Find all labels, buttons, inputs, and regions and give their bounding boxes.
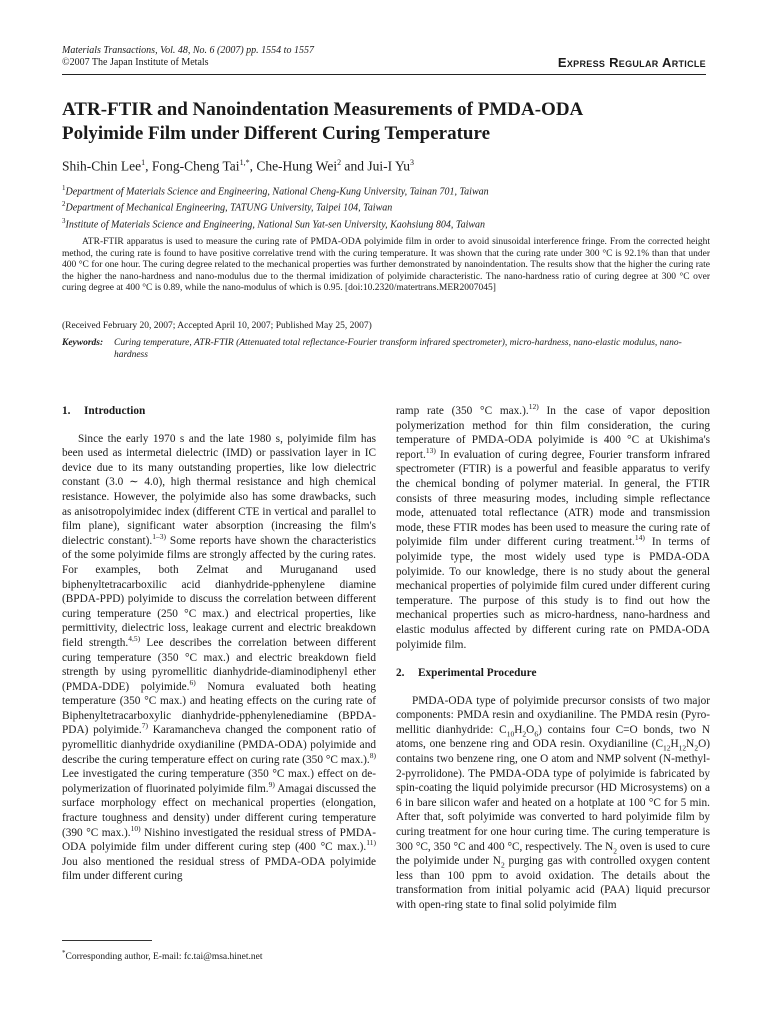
abstract: ATR-FTIR apparatus is used to measure the curing rate of PMDA-ODA polyimide film in order to avoid sinusoidal interference fringe. From the corrected height method, the curing rate is found to have positive correlative trend with the curing temperature. It was shown that the curing rate under 300 °C is 92.1% than that under 400 °C for one hour. The curing degree related to the mechanical properties was further demonstrated by nanoindentation. The results show that the higher the curing rate the higher the nano-hardness and nano-modulus due to the thermal imidization of polyimide characteristic. The nano-hardness ratio of curing degree at 300 °C over curing degree at 400 °C is 0.89, while the nano-modulus of which is 0.95. [doi:10.2320/matertrans.MER2007045] [62,237,710,294]
subscript: 10 [506,729,515,739]
author-list [62,155,414,175]
citation-ref: 9) [268,780,275,790]
text-run: Lee describes the correlation between different curing temperature (350 °C max.) and electric breakdown field strength by using pyromellitic dianhydride-diaminodiphenyl ether (PMDA-DDE) polyimide. [62,636,376,693]
author-affiliation-mark: 1,* [239,158,250,167]
affiliation-number: 1 [62,184,66,192]
subscript: 2 [613,845,618,855]
introduction-paragraph [62,432,376,884]
article-type-label: Express Regular Article [557,55,706,70]
right-column [396,404,710,913]
keywords-label: Keywords: [62,338,104,348]
citation-ref: 14) [634,533,645,543]
footnote-mark: * [62,949,66,957]
affiliation-text: Department of Mechanical Engineering, TATUNG University, Taipei 104, Taiwan [65,202,393,214]
section-heading-experimental [396,666,710,681]
text-run: In terms of polyimide type, the most widely used type is PMDA-ODA polyimide. To our knowledge, there is no study about the general mechanical properties of polyimide film cured under different curing temperature. The purpose of this study is to find out how the mechanical properties such as micro-hardness, nano-hardness and elastic modulus affected by different curing rate on PMDA-ODA polyimide film. [396,536,710,651]
author-affiliation-mark: 3 [409,158,414,167]
affiliation-number: 2 [62,200,66,209]
text-run: purging gas with controlled oxygen content less than 100 ppm to avoid oxidation. The details about the transformation from initial polyamic acid (PAA) liquid precursor with open-ring state to final solid polyimide film [396,855,710,911]
text-run: Some reports have shown the characteristics of the some polyimide films are strongly affected by the curing rates. For examples, both Zelmat and Muruganand used biphenyltetracarboxilic acid dianhydride-pphenylene diamine (BPDA-PPD) polyimide to discuss the correlation between different curing temperature (250 °C max.) and electrical properties, like permittivity, dielectric loss, leakage current and electric breakdown field strength. [62,534,376,649]
section-number: 1. [62,405,71,417]
text-run: Since the early 1970 s and the late 1980 s, polyimide film has been used as intermetal dielectric (IMD) or passivation layer in IC device due to its many outstanding properties, like low dielectric constant (3.0 ∼ 4.0), high thermal resistance and high chemical resistance. However, the polyimide also has some drawbacks, such as anisotropolyimidec index (different CTE in vertical and parallel to film plane), significant water absorption (increasing the film's dielectric constant). [62,432,376,547]
text-run: In the case of vapor deposition polymerization method for thin film consideration, the curing temperature of PMDA-ODA polyimide is 400 °C at Ukishima's report. [396,405,710,461]
text-run: Nishino investigated the residual stress of PMDA-ODA polyimide film under different curing step (400 °C max.). [62,826,376,854]
author-name: , Fong-Cheng Tai [145,158,240,174]
subscript: 2 [500,860,505,870]
citation-ref: 1–3) [152,531,166,541]
section-number: 2. [396,667,405,680]
citation-ref: 12) [528,402,539,412]
author-affiliation-mark: 2 [337,158,342,167]
introduction-continued [396,404,710,652]
section-title: Introduction [84,405,146,417]
author-name: , Che-Hung Wei [249,158,338,174]
text-run: Amagai discussed the surface morphology effect on mechanical properties (elongation, fracture toughness and density) under different curing temperature (390 °C max.). [62,782,376,839]
section-title: Experimental Procedure [418,667,537,680]
journal-citation: Materials Transactions, Vol. 48, No. 6 (2007) pp. 1554 to 1557 [62,45,314,56]
subscript: 2 [522,729,527,739]
affiliation [62,215,489,231]
text-run: oven is used to cure the polyimide under N [396,840,710,868]
text-run: ) contains four C=O bonds, two N atoms, one benzene ring and ODA resin. Oxydianiline (C [396,723,710,751]
subscript: 6 [534,729,539,739]
citation-ref: 8) [369,750,376,760]
citation-ref: 11) [366,838,376,848]
section-gap [396,652,710,666]
subscript: 12 [678,743,687,753]
text-run: Nomura evaluated both heating temperature (350 °C max.) and heating effects on the curing rate of Biphenyltetracarboxylic dianhydride-pphenylenediamine (BPDA-PDA) polyimide. [62,680,376,737]
text-run: ramp rate (350 °C max.). [396,405,529,417]
text-run: N [686,738,695,751]
citation-ref: 10) [130,823,141,833]
affiliation-list [62,182,489,231]
author-name: and Jui-I Yu [341,158,410,174]
affiliation-text: Department of Materials Science and Engineering, National Cheng-Kung University, Tainan 701, Taiwan [65,186,489,198]
affiliation [62,198,489,214]
paper-title [62,98,712,146]
citation-ref: 13) [425,446,436,456]
received-dates: (Received February 20, 2007; Accepted April 10, 2007; Published May 25, 2007) [62,321,372,331]
affiliation [62,182,489,198]
author-name: Shih-Chin Lee [62,158,142,174]
experimental-paragraph [396,694,710,913]
subscript: 2 [694,743,699,753]
corresponding-author-footnote [62,947,263,963]
footnote-divider [62,940,152,941]
text-run: O) contains two benzene ring, one O atom and NMP solvent (N-methyl-2-pyrrolidone). The PMDA-ODA type of polyimide is fabricated by spin-coating the liquid polyimide precursor (HD Microsystems) on a 6 in bare silicon wafer and heated on a hotplate at 100 °C for 5 min. After that, soft polyimide was converted to hard polyimide film by curing treatment for one hour curing time. The curing temperature is 300 °C, 350 °C and 400 °C, respectively. The N [396,738,710,853]
text-run: H [670,738,679,751]
footnote-text: Corresponding author, E-mail: fc.tai@msa.hinet.net [65,952,263,963]
section-heading-introduction [62,404,376,419]
text-run: Lee investigated the curing temperature (350 °C max.) effect on de-polymerization of fluorinated polyimide film. [62,768,376,795]
subscript: 12 [662,743,671,753]
text-run: In evaluation of curing degree, Fourier transform infrared spectrometer (FTIR) is a powerful and feasible apparatus to verify the chemical bonding of polymer material. In general, the FTIR consists of three measuring modes, including simple reflectance mode, attenuated total reflectance (ATR) mode and transmission mode, these FTIR modes has been used to measure the curing rate of polyimide film under different curing treatment. [396,448,710,549]
keywords [62,338,710,361]
text-run: O [526,723,535,736]
affiliation-number: 3 [62,216,66,225]
journal-info [62,45,314,69]
text-run: Karamancheva changed the component ratio of pyromellitic dianhydride oxydianiline (PMDA-ODA) polyimide and describe the curing temperature effect on curing rate (350 °C max.). [62,724,376,766]
text-run: H [514,723,523,736]
citation-ref: 4,5) [128,634,141,644]
title-line-2: Polyimide Film under Different Curing Temperature [62,123,491,144]
citation-ref: 7) [141,721,148,731]
left-column [62,404,376,884]
text-run: PMDA-ODA type of polyimide precursor consists of two major components: PMDA resin and oxydianiline. The PMDA resin (Pyro-mellitic dianhydride: C [396,694,710,736]
affiliation-text: Institute of Materials Science and Engineering, National Sun Yat-sen University, Kaohsiung 804, Taiwan [65,218,486,230]
title-line-1: ATR-FTIR and Nanoindentation Measurements of PMDA-ODA [62,99,584,120]
citation-ref: 6) [189,677,196,687]
header-divider [62,74,706,75]
copyright-line: ©2007 The Japan Institute of Metals [62,57,209,68]
author-affiliation-mark: 1 [141,158,146,167]
text-run: Jou also mentioned the residual stress of PMDA-ODA polyimide film under different curing [62,855,376,883]
keywords-text: Curing temperature, ATR-FTIR (Attenuated total reflectance-Fourier transform infrared spectrometer), micro-hardness, nano-elastic modulus, nano-hardness [114,338,682,360]
